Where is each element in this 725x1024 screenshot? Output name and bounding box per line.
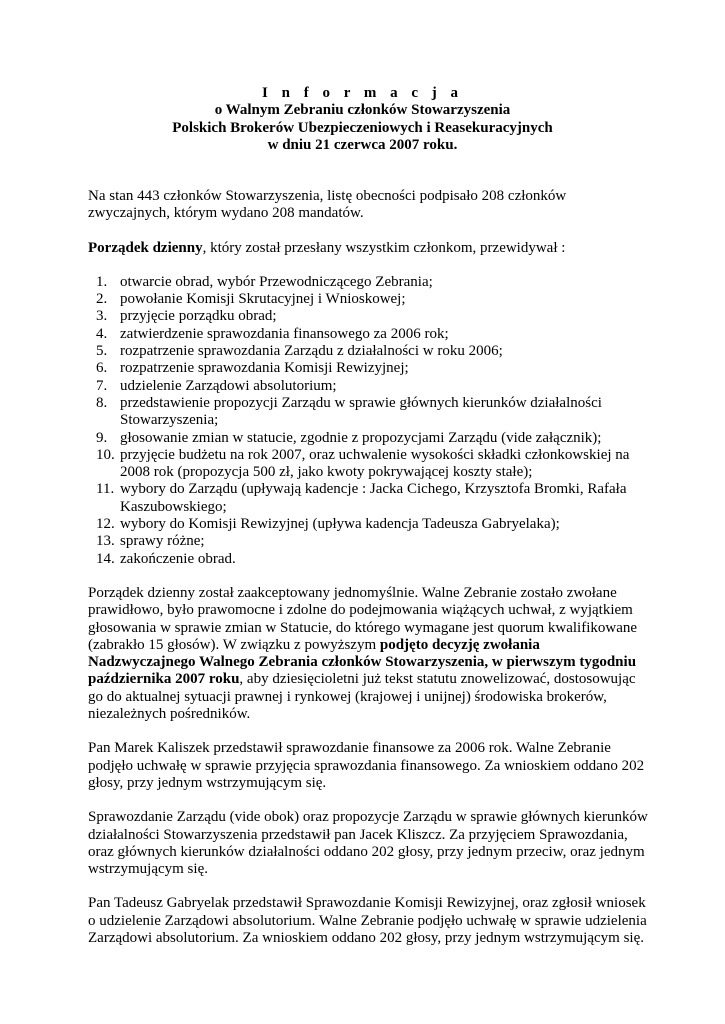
agenda-list: [88, 274, 648, 568]
list-item: [88, 551, 648, 568]
list-item-number: 12.: [96, 516, 115, 533]
list-item-text: przyjęcie porządku obrad;: [120, 308, 277, 325]
list-item: [88, 533, 648, 550]
list-item-number: 3.: [96, 308, 108, 325]
header-line-association: Polskich Brokerów Ubezpieczeniowych i Reasekuracyjnych: [172, 119, 553, 136]
list-item-text: wybory do Komisji Rewizyjnej (upływa kadencja Tadeusza Gabryelaka);: [120, 516, 560, 533]
list-item: [88, 481, 648, 516]
list-item-text: przedstawienie propozycji Zarządu w sprawie głównych kierunków działalności Stowarzyszenia;: [120, 394, 602, 429]
list-item-text: przyjęcie budżetu na rok 2007, oraz uchwalenie wysokości składki członkowskiej na 2008 rok (propozycja 500 zł, jako kwoty pokrywającej koszty stałe);: [120, 446, 630, 481]
agenda-intro-rest: , który został przesłany wszystkim członkom, przewidywał :: [202, 239, 566, 256]
list-item: [88, 308, 648, 325]
list-item-number: 6.: [96, 360, 108, 377]
paragraph-decision-part2: , aby dziesięcioletni już tekst statutu znowelizować, dostosowując go do aktualnej sytuacji prawnej i rynkowej (krajowej i unijnej) środowiska brokerów, niezależnych pośredników.: [88, 671, 636, 723]
agenda-intro: [88, 240, 648, 257]
list-item-text: sprawy różne;: [120, 533, 205, 550]
list-item-number: 14.: [96, 550, 115, 567]
paragraph-audit-committee: Pan Tadeusz Gabryelak przedstawił Sprawozdanie Komisji Rewizyjnej, oraz zgłosił wniosek o udzielenie Zarządowi absolutorium. Walne Zebranie podjęło uchwałę w sprawie udzielenia Zarządowi absolutorium. Za wnioskiem oddano 202 głosy, przy jednym wstrzymującym się.: [88, 895, 647, 946]
list-item-text: powołanie Komisji Skrutacyjnej i Wnioskowej;: [120, 291, 406, 308]
list-item-number: 8.: [96, 394, 108, 411]
list-item: [88, 395, 648, 430]
list-item-number: 9.: [96, 429, 108, 446]
list-item: [88, 291, 648, 308]
list-item-number: 2.: [96, 291, 108, 308]
list-item-text: rozpatrzenie sprawozdania Zarządu z działalności w roku 2006;: [120, 343, 503, 360]
list-item-number: 11.: [96, 481, 115, 498]
document-title: I n f o r m a c j a: [262, 85, 463, 101]
document-body: [88, 188, 648, 947]
list-item-text: wybory do Zarządu (upływają kadencje : Jacka Cichego, Krzysztofa Bromki, Rafała Kaszubowskiego;: [120, 481, 627, 515]
list-item-number: 10.: [96, 446, 115, 463]
paragraph-board-report: Sprawozdanie Zarządu (vide obok) oraz propozycje Zarządu w sprawie głównych kierunków działalności Stowarzyszenia przedstawił pan Jacek Kliszcz. Za przyjęciem Sprawozdania, oraz głównych kierunków działalności oddano 202 głosy, przy jednym przeciw, oraz jednym wstrzymującym się.: [88, 809, 648, 878]
list-item-number: 13.: [96, 533, 115, 550]
list-item: [88, 378, 648, 395]
list-item-text: zakończenie obrad.: [120, 550, 236, 567]
list-item: [88, 430, 648, 447]
intro-paragraph: Na stan 443 członków Stowarzyszenia, listę obecności podpisało 208 członków zwyczajnych, którym wydano 208 mandatów.: [88, 188, 567, 222]
header-line-date: w dniu 21 czerwca 2007 roku.: [267, 136, 458, 153]
list-item: [88, 516, 648, 533]
paragraph-decision-bold: podjęto decyzję zwołania Nadzwyczajnego Walnego Zebrania członków Stowarzyszenia, w pierwszym tygodniu października 2007 roku: [88, 636, 637, 688]
list-item: [88, 326, 648, 343]
list-item-number: 1.: [96, 273, 108, 290]
list-item-text: zatwierdzenie sprawozdania finansowego za 2006 rok;: [120, 325, 449, 342]
header-line-meeting: o Walnym Zebraniu członków Stowarzyszenia: [214, 102, 511, 119]
paragraph-decision-part1: Porządek dzienny został zaakceptowany jednomyślnie. Walne Zebranie zostało zwołane prawidłowo, było prawomocne i zdolne do podejmowania wiążących uchwał, z wyjątkiem głosowania w sprawie zmian w Statucie, do którego wymagane jest quorum kwalifikowane (zabrakło 15 głosów). W związku z powyższym: [88, 584, 638, 653]
list-item-number: 4.: [96, 325, 108, 342]
document-header: [0, 85, 725, 154]
list-item: [88, 447, 648, 482]
paragraph-financial-report: Pan Marek Kaliszek przedstawił sprawozdanie finansowe za 2006 rok. Walne Zebranie podjęło uchwałę w sprawie przyjęcia sprawozdania finansowego. Za wnioskiem oddano 202 głosy, przy jednym wstrzymującym się.: [88, 740, 645, 791]
list-item: [88, 360, 648, 377]
list-item: [88, 274, 648, 291]
agenda-intro-bold: Porządek dzienny: [88, 239, 203, 256]
list-item: [88, 343, 648, 360]
list-item-number: 7.: [96, 377, 108, 394]
paragraph-decision: [88, 585, 648, 723]
list-item-text: udzielenie Zarządowi absolutorium;: [120, 377, 337, 394]
list-item-number: 5.: [96, 343, 108, 360]
list-item-text: otwarcie obrad, wybór Przewodniczącego Zebrania;: [120, 273, 433, 290]
list-item-text: głosowanie zmian w statucie, zgodnie z propozycjami Zarządu (vide załącznik);: [120, 429, 602, 446]
list-item-text: rozpatrzenie sprawozdania Komisji Rewizyjnej;: [120, 360, 409, 377]
